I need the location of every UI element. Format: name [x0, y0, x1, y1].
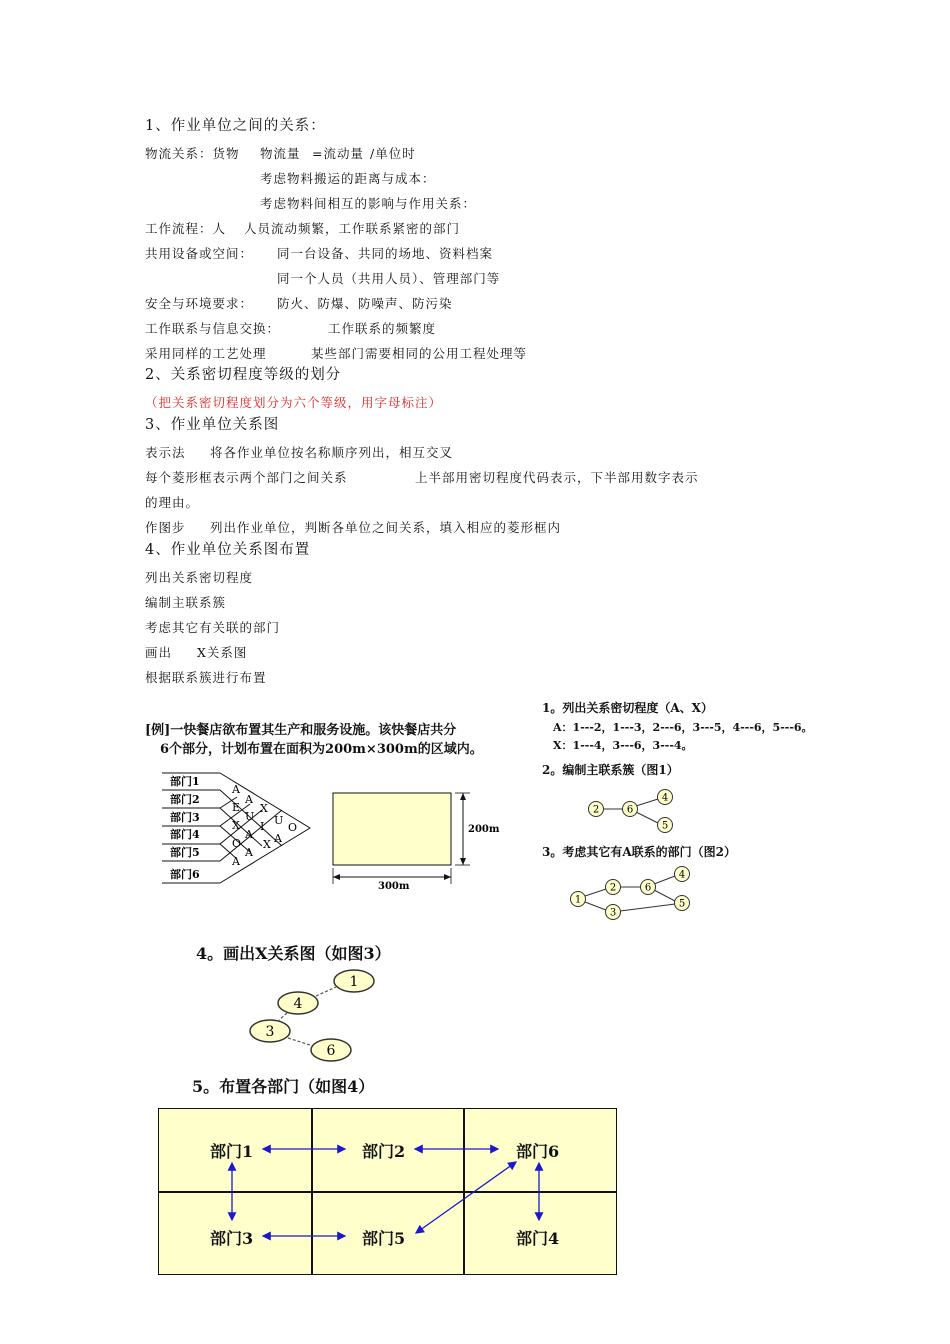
layout-cell-label: 部门2	[362, 1142, 406, 1161]
fig3-graph	[250, 970, 374, 1061]
department-label: 部门6	[170, 868, 200, 881]
step-3-title: 3。考虑其它有A联系的部门（图2）	[542, 845, 737, 859]
example-line-2: 6个部分，计划布置在面积为200m×300m的区域内。	[160, 742, 483, 757]
department-label: 部门5	[170, 846, 200, 859]
graph-node-label: 3	[265, 1024, 275, 1041]
text-line-l16: 的理由。	[145, 495, 200, 510]
department-label: 部门1	[170, 775, 200, 788]
text-line-l2a: 物流关系：货物	[145, 146, 240, 161]
graph-node-label: 4	[678, 869, 686, 881]
text-line-l19: 列出关系密切程度	[145, 570, 254, 585]
text-line-l14b: 将各作业单位按名称顺序列出，相互交叉	[210, 445, 454, 460]
relationship-code: X	[263, 838, 271, 851]
text-line-l23: 根据联系簇进行布置	[145, 670, 267, 685]
relationship-code: A	[232, 855, 240, 868]
step-1-a-list: A：1---2，1---3，2---6，3---5，4---6，5---6。	[553, 721, 813, 734]
area-rectangle	[333, 793, 500, 892]
text-line-l5a: 工作流程：人	[145, 221, 227, 236]
text-line-l4: 考虑物料间相互的影响与作用关系：	[260, 196, 477, 211]
example-line-1: [例]一快餐店欲布置其生产和服务设施。该快餐店共分	[145, 723, 457, 738]
text-line-l9b: 工作联系的频繁度	[328, 321, 437, 336]
relationship-code: A	[274, 832, 282, 845]
text-line-l6b: 同一台设备、共同的场地、资料档案	[277, 246, 494, 261]
department-label: 部门4	[170, 828, 200, 841]
graph-node-label: 6	[326, 1043, 336, 1060]
text-line-l2c: =流动量	[312, 146, 364, 161]
relationship-code: E	[232, 801, 241, 814]
text-line-l20: 编制主联系簇	[145, 595, 227, 610]
text-line-l7: 同一个人员（共用人员）、管理部门等	[277, 271, 501, 286]
graph-node-label: 4	[661, 792, 669, 804]
text-line-l5b: 人员流动频繁，工作联系紧密的部门	[244, 221, 461, 236]
fig2-edges	[585, 876, 675, 911]
text-line-l21: 考虑其它有关联的部门	[145, 620, 281, 635]
dimension-width: 300m	[378, 881, 410, 892]
layout-cell-label: 部门4	[516, 1229, 560, 1248]
relationship-code: O	[288, 821, 298, 834]
text-line-l6a: 共用设备或空间：	[145, 246, 254, 261]
layout-grid	[158, 1108, 617, 1275]
text-line-l17a: 作图步	[145, 520, 186, 535]
text-line-l3: 考虑物料搬运的距离与成本：	[260, 171, 436, 186]
step-4-title: 4。画出X关系图（如图3）	[196, 944, 391, 963]
relationship-chart	[162, 773, 310, 883]
text-line-l13: 3、作业单位关系图	[145, 417, 280, 433]
graph-node-label: 2	[609, 882, 617, 894]
graph-node-label: 2	[592, 804, 600, 816]
graph-node-label: 5	[678, 898, 686, 910]
relationship-code: A	[245, 793, 253, 806]
relationship-code: A	[245, 846, 253, 859]
graph-node-label: 1	[349, 974, 359, 991]
step-1-title: 1。列出关系密切程度（A、X）	[542, 701, 713, 715]
text-line-l12: （把关系密切程度划分为六个等级，用字母标注）	[145, 395, 443, 410]
layout-cell-label: 部门3	[210, 1229, 254, 1248]
step-5-title: 5。布置各部门（如图4）	[192, 1077, 375, 1096]
text-line-l14a: 表示法	[145, 445, 186, 460]
relationship-code: I	[260, 820, 265, 833]
dimension-height: 200m	[468, 824, 500, 835]
relationship-code: X	[232, 819, 240, 832]
fig2-graph	[571, 867, 690, 920]
relationship-code: U	[274, 814, 284, 827]
graph-node-label: 6	[644, 882, 652, 894]
department-label: 部门3	[170, 811, 200, 824]
text-line-l10a: 采用同样的工艺处理	[145, 346, 267, 361]
graph-node-label: 4	[293, 996, 303, 1013]
text-line-l2d: /单位时	[370, 146, 416, 161]
relationship-code: U	[245, 810, 255, 823]
step-1-x-list: X：1---4，3---6，3---4。	[553, 739, 693, 752]
graph-node-label: 6	[626, 804, 634, 816]
text-line-l15b: 上半部用密切程度代码表示，下半部用数字表示	[415, 470, 699, 485]
graph-node-label: 5	[661, 820, 669, 832]
department-label: 部门2	[170, 793, 200, 806]
text-line-l10b: 某些部门需要相同的公用工程处理等	[311, 346, 528, 361]
text-line-l18: 4、作业单位关系图布置	[145, 542, 311, 558]
step-2-title: 2。编制主联系簇（图1）	[542, 763, 679, 777]
graph-node-label: 3	[609, 907, 617, 919]
fig1-graph	[589, 790, 673, 833]
layout-cell-label: 部门6	[516, 1142, 560, 1161]
relationship-code: O	[232, 837, 242, 850]
text-line-l8a: 安全与环境要求：	[145, 296, 254, 311]
text-line-l8b: 防火、防爆、防噪声、防污染	[277, 296, 453, 311]
text-line-l22a: 画出	[145, 645, 186, 660]
text-line-l2b: 物流量	[260, 146, 301, 161]
text-line-l9a: 工作联系与信息交换：	[145, 321, 281, 336]
layout-cell-label: 部门1	[210, 1142, 254, 1161]
text-line-l22b: X关系图	[197, 645, 248, 660]
layout-cell-label: 部门5	[362, 1229, 406, 1248]
text-line-l11: 2、关系密切程度等级的划分	[145, 367, 342, 383]
relationship-code: X	[260, 802, 268, 815]
text-line-l1: 1、作业单位之间的关系：	[145, 118, 326, 134]
text-line-l15a: 每个菱形框表示两个部门之间关系	[145, 470, 348, 485]
relationship-code: A	[245, 828, 253, 841]
text-line-l17b: 列出作业单位，判断各单位之间关系，填入相应的菱形框内	[210, 520, 562, 535]
graph-node-label: 1	[574, 894, 582, 906]
relationship-code: A	[232, 783, 240, 796]
